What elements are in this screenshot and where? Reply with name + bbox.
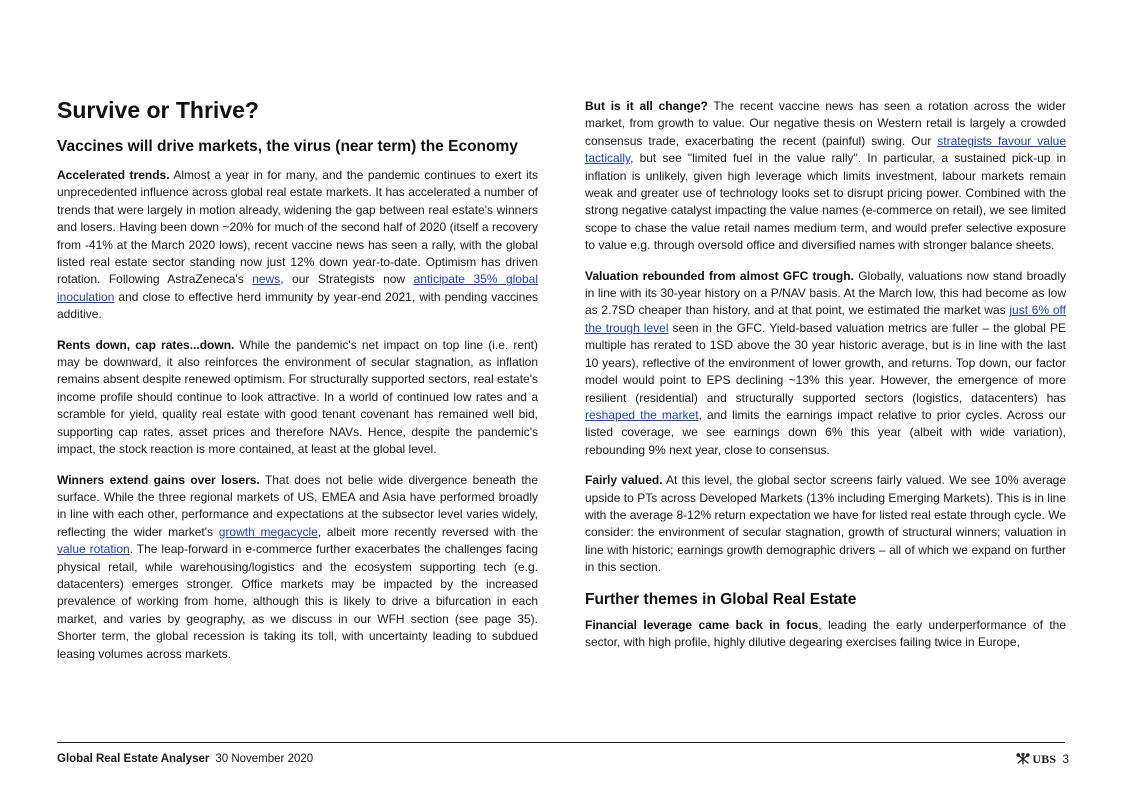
footer-publication-info [57,752,313,766]
paragraph-text: and close to effective herd immunity by year-end 2021, with pending vaccines additive. [57,289,538,322]
page-subtitle: Vaccines will drive markets, the virus (near term) the Economy [57,138,518,155]
page-title: Survive or Thrive? [57,97,259,123]
paragraph-text: . The leap-forward in e-commerce further exacerbates the challenges facing physical retail, while warehousing/logistics and the ecosystem supporting tech (e.g. datacenters) emerges stronger. Office markets may be impacted by the increased prevalence of working from home, although this is likely to drive a bifurcation in each market, and varies by geography, as we discuss in our WFH section (see page 35). Shorter term, the global recession is taking its toll, with uncertainty leading to subdued leasing volumes across markets. [57,542,539,661]
paragraph-lead: Financial leverage came back in focus [585,617,819,632]
page-number: 3 [1062,752,1069,766]
paragraph-winners-extend [57,472,538,663]
page-footer [57,752,1069,768]
paragraph-lead: But is it all change? [585,99,708,113]
paragraph-text: , and limits the earnings impact relative to prior cycles. Across our listed coverage, we see earnings down 6% this year (albeit with wide variation), rebounding 9% next year, close to consensus. [585,407,1067,457]
paragraph-text: , leading the early underperformance of the sector, with high profile, highly dilutive degearing exercises failing twice in Europe, [585,617,1066,649]
paragraph-rents-down [57,337,538,459]
left-column [57,96,538,676]
paragraph-financial-leverage [585,617,1066,652]
section-heading-further-themes: Further themes in Global Real Estate [585,590,857,608]
paragraph-valuation-rebounded [585,268,1066,459]
paragraph-fairly-valued [585,472,1066,576]
footer-divider [57,742,1065,743]
paragraph-lead: Rents down, cap rates...down. [57,337,235,352]
paragraph-accelerated-trends [57,167,538,324]
link-value-rotation[interactable]: value rotation [57,542,130,557]
footer-publication-name: Global Real Estate Analyser [57,753,210,765]
paragraph-text: Globally, valuations now stand broadly in line with its 30-year history on a P/NAV basis. At the March low, this had become as low as 2.7SD cheaper than history, and at that point, we estimated the market was [585,268,1066,318]
ubs-logo [1016,752,1056,766]
keys-icon [1016,753,1030,765]
link-global-inoculation[interactable]: anticipate 35% global inoculation [57,272,538,304]
paragraph-lead: Accelerated trends. [57,168,170,182]
paragraph-text: Almost a year in for many, and the pandemic continues to exert its unprecedented influence across global real estate markets. It has accelerated a number of trends that were largely in motion already, widening the gap between real estate's winners and losers. Having been down ~20% for much of the second half of 2020 (itself a recovery from -41% at the March 2020 lows), recent vaccine news has seen a rally, with the global listed real estate sector standing now just 12% down year-to-date. Optimism has driven rotation. Following AstraZeneca's [57,168,538,287]
link-growth-megacycle[interactable]: growth megacycle [218,524,318,539]
footer-brand [1016,752,1069,766]
paragraph-all-change [585,98,1066,255]
right-column [585,98,1066,664]
footer-date: 30 November 2020 [215,753,314,765]
paragraph-text: That does not belie wide divergence beneath the surface. While the three regional markets of US, EMEA and Asia have performed broadly in line with each other, performance and expectations at the subsector level varies widely, reflecting the wider market's [57,472,539,539]
paragraph-lead: Fairly valued. [585,473,663,488]
paragraph-text: While the pandemic's net impact on top line (i.e. rent) may be downward, it also reinforces the environment of secular stagnation, as inflation remains absent despite renewed optimism. For structurally supported sectors, real estate's income profile should continue to look attractive. In a world of continued low rates and a scramble for yield, quality real estate with good tenant covenant has remained well bid, supporting cap rates, asset prices and therefore NAVs. Hence, despite the pandemic's impact, the stock reaction is more contained, at least at the global level. [57,337,539,457]
link-reshaped-market[interactable]: reshaped the market [585,407,699,422]
paragraph-text: , albeit more recently reversed with the [317,524,538,539]
paragraph-text: At this level, the global sector screens fairly valued. We see 10% average upside to PTs across Developed Markets (13% including Emerging Markets). This is in line with the average 8-12% return expectation we have for listed real estate through cycle. We consider: the environment of secular stagnation, growth of structural winners; valuation in line with historic; earnings growth demographic drivers – all of which we expand on further in this section. [585,473,1066,575]
paragraph-lead: Valuation rebounded from almost GFC trough. [585,268,854,283]
paragraph-text: , our Strategists now [280,272,414,287]
link-trough-level[interactable]: just 6% off the trough level [585,303,1066,335]
paragraph-text: , but see "limited fuel in the value rally". In particular, a sustained pick-up in inflation is unlikely, given high leverage which limits investment, labour markets remain weak and greater use of technology looks set to disrupt pricing power. Combined with the strong negative catalyst impacting the value names (e-commerce on retail), we see limited scope to chase the value retail names medium term, and would prefer selective exposure to value e.g. through oversold office and diversified names with stronger balance sheets. [585,151,1066,253]
paragraph-text: seen in the GFC. Yield-based valuation metrics are fuller – the global PE multiple has rerated to 1SD above the 30 year historic average, but is in line with the last 10 years), reflective of the environment of lower growth, and returns. Top down, our factor model would point to EPS declining ~13% this year. However, the emergence of more resilient (residential) and structurally supported sectors (logistics, datacenters) has [585,320,1066,405]
paragraph-lead: Winners extend gains over losers. [57,472,260,487]
link-strategists-favour-value[interactable]: strategists favour value tactically [585,133,1066,166]
ubs-logo-text: UBS [1032,752,1057,766]
link-news[interactable]: news [252,272,281,287]
paragraph-text: The recent vaccine news has seen a rotation across the wider market, from growth to value. Our negative thesis on Western retail is largely a crowded consensus trade, exacerbating the recent (painful) swing. Our [585,99,1066,148]
